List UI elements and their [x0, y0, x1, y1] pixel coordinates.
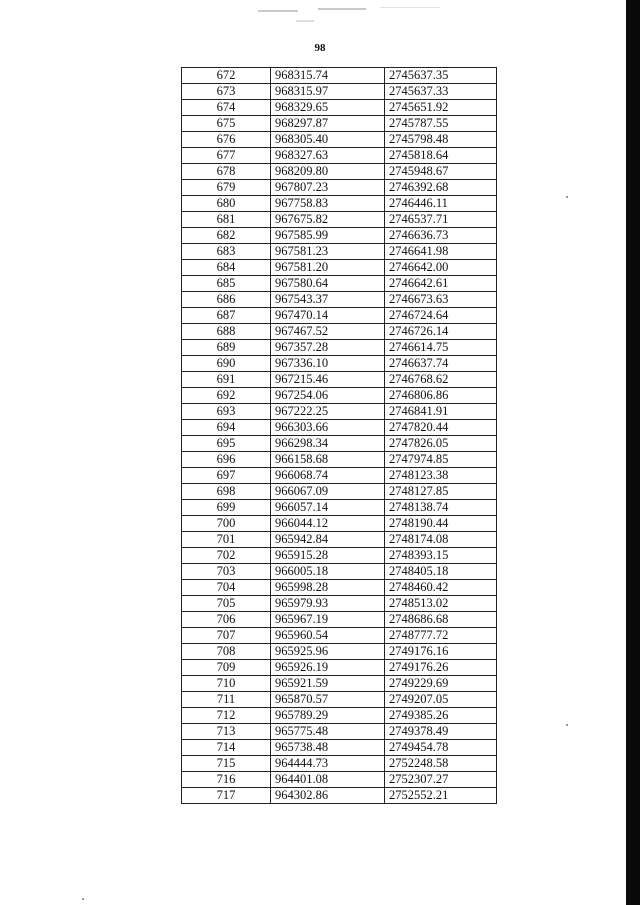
point-number-cell: 707: [182, 628, 271, 644]
y-coordinate-cell: 2746637.74: [385, 356, 497, 372]
table-row: [182, 788, 497, 804]
x-coordinate-cell: 967675.82: [271, 212, 385, 228]
y-coordinate-cell: 2746673.63: [385, 292, 497, 308]
point-number-cell: 715: [182, 756, 271, 772]
x-coordinate-cell: 965942.84: [271, 532, 385, 548]
point-number-cell: 704: [182, 580, 271, 596]
scan-speck: [82, 898, 84, 900]
x-coordinate-cell: 967254.06: [271, 388, 385, 404]
point-number-cell: 714: [182, 740, 271, 756]
point-number-cell: 675: [182, 116, 271, 132]
x-coordinate-cell: 966298.34: [271, 436, 385, 452]
table-row: [182, 308, 497, 324]
table-row: [182, 580, 497, 596]
point-number-cell: 680: [182, 196, 271, 212]
y-coordinate-cell: 2746642.61: [385, 276, 497, 292]
table-row: [182, 436, 497, 452]
point-number-cell: 677: [182, 148, 271, 164]
point-number-cell: 678: [182, 164, 271, 180]
point-number-cell: 687: [182, 308, 271, 324]
point-number-cell: 673: [182, 84, 271, 100]
point-number-cell: 710: [182, 676, 271, 692]
y-coordinate-cell: 2749176.16: [385, 644, 497, 660]
coordinates-table: [181, 67, 497, 804]
y-coordinate-cell: 2748190.44: [385, 516, 497, 532]
point-number-cell: 676: [182, 132, 271, 148]
x-coordinate-cell: 968315.74: [271, 68, 385, 84]
point-number-cell: 703: [182, 564, 271, 580]
y-coordinate-cell: 2749176.26: [385, 660, 497, 676]
table-row: [182, 164, 497, 180]
point-number-cell: 681: [182, 212, 271, 228]
table-row: [182, 260, 497, 276]
y-coordinate-cell: 2748777.72: [385, 628, 497, 644]
y-coordinate-cell: 2748127.85: [385, 484, 497, 500]
y-coordinate-cell: 2746841.91: [385, 404, 497, 420]
x-coordinate-cell: 968327.63: [271, 148, 385, 164]
table-row: [182, 292, 497, 308]
table-row: [182, 324, 497, 340]
point-number-cell: 709: [182, 660, 271, 676]
point-number-cell: 694: [182, 420, 271, 436]
table-row: [182, 676, 497, 692]
y-coordinate-cell: 2752307.27: [385, 772, 497, 788]
table-row: [182, 756, 497, 772]
table-row: [182, 532, 497, 548]
table-row: [182, 708, 497, 724]
table-row: [182, 68, 497, 84]
y-coordinate-cell: 2749207.05: [385, 692, 497, 708]
x-coordinate-cell: 967467.52: [271, 324, 385, 340]
y-coordinate-cell: 2745818.64: [385, 148, 497, 164]
table-row: [182, 516, 497, 532]
point-number-cell: 684: [182, 260, 271, 276]
y-coordinate-cell: 2745787.55: [385, 116, 497, 132]
page-number: 98: [314, 42, 326, 54]
point-number-cell: 690: [182, 356, 271, 372]
x-coordinate-cell: 965921.59: [271, 676, 385, 692]
x-coordinate-cell: 967581.20: [271, 260, 385, 276]
point-number-cell: 685: [182, 276, 271, 292]
x-coordinate-cell: 966057.14: [271, 500, 385, 516]
x-coordinate-cell: 967215.46: [271, 372, 385, 388]
x-coordinate-cell: 967543.37: [271, 292, 385, 308]
y-coordinate-cell: 2748460.42: [385, 580, 497, 596]
point-number-cell: 708: [182, 644, 271, 660]
y-coordinate-cell: 2746768.62: [385, 372, 497, 388]
table-row: [182, 132, 497, 148]
table-row: [182, 148, 497, 164]
y-coordinate-cell: 2746641.98: [385, 244, 497, 260]
table-row: [182, 628, 497, 644]
scan-edge-strip: [626, 0, 640, 905]
table-row: [182, 212, 497, 228]
x-coordinate-cell: 965998.28: [271, 580, 385, 596]
y-coordinate-cell: 2746392.68: [385, 180, 497, 196]
scan-artifact: [258, 10, 298, 12]
table-row: [182, 100, 497, 116]
y-coordinate-cell: 2745637.33: [385, 84, 497, 100]
table-row: [182, 564, 497, 580]
y-coordinate-cell: 2749454.78: [385, 740, 497, 756]
x-coordinate-cell: 967470.14: [271, 308, 385, 324]
scan-speck: [566, 724, 568, 726]
point-number-cell: 689: [182, 340, 271, 356]
x-coordinate-cell: 964401.08: [271, 772, 385, 788]
table-row: [182, 484, 497, 500]
x-coordinate-cell: 967807.23: [271, 180, 385, 196]
table-row: [182, 740, 497, 756]
y-coordinate-cell: 2746642.00: [385, 260, 497, 276]
x-coordinate-cell: 966044.12: [271, 516, 385, 532]
point-number-cell: 696: [182, 452, 271, 468]
point-number-cell: 713: [182, 724, 271, 740]
table-row: [182, 116, 497, 132]
table-row: [182, 468, 497, 484]
table-row: [182, 500, 497, 516]
point-number-cell: 683: [182, 244, 271, 260]
scan-artifact: [318, 8, 366, 10]
x-coordinate-cell: 965967.19: [271, 612, 385, 628]
point-number-cell: 717: [182, 788, 271, 804]
table-row: [182, 244, 497, 260]
y-coordinate-cell: 2746446.11: [385, 196, 497, 212]
x-coordinate-cell: 965925.96: [271, 644, 385, 660]
x-coordinate-cell: 965789.29: [271, 708, 385, 724]
y-coordinate-cell: 2748686.68: [385, 612, 497, 628]
x-coordinate-cell: 967585.99: [271, 228, 385, 244]
x-coordinate-cell: 967336.10: [271, 356, 385, 372]
x-coordinate-cell: 965926.19: [271, 660, 385, 676]
x-coordinate-cell: 967581.23: [271, 244, 385, 260]
point-number-cell: 705: [182, 596, 271, 612]
y-coordinate-cell: 2749229.69: [385, 676, 497, 692]
y-coordinate-cell: 2748405.18: [385, 564, 497, 580]
table-row: [182, 724, 497, 740]
table-row: [182, 196, 497, 212]
x-coordinate-cell: 965870.57: [271, 692, 385, 708]
x-coordinate-cell: 965915.28: [271, 548, 385, 564]
x-coordinate-cell: 965775.48: [271, 724, 385, 740]
y-coordinate-cell: 2746726.14: [385, 324, 497, 340]
point-number-cell: 693: [182, 404, 271, 420]
table-row: [182, 772, 497, 788]
scan-artifact: [296, 20, 314, 22]
scan-artifact: [380, 7, 440, 8]
point-number-cell: 711: [182, 692, 271, 708]
y-coordinate-cell: 2748138.74: [385, 500, 497, 516]
point-number-cell: 701: [182, 532, 271, 548]
y-coordinate-cell: 2747974.85: [385, 452, 497, 468]
x-coordinate-cell: 964302.86: [271, 788, 385, 804]
y-coordinate-cell: 2746724.64: [385, 308, 497, 324]
point-number-cell: 682: [182, 228, 271, 244]
table-row: [182, 404, 497, 420]
table-row: [182, 356, 497, 372]
table-row: [182, 228, 497, 244]
point-number-cell: 692: [182, 388, 271, 404]
y-coordinate-cell: 2746806.86: [385, 388, 497, 404]
y-coordinate-cell: 2752248.58: [385, 756, 497, 772]
point-number-cell: 679: [182, 180, 271, 196]
table-row: [182, 660, 497, 676]
coordinates-table-body: [182, 68, 497, 804]
table-row: [182, 180, 497, 196]
x-coordinate-cell: 967758.83: [271, 196, 385, 212]
y-coordinate-cell: 2748123.38: [385, 468, 497, 484]
point-number-cell: 688: [182, 324, 271, 340]
y-coordinate-cell: 2749385.26: [385, 708, 497, 724]
point-number-cell: 700: [182, 516, 271, 532]
x-coordinate-cell: 967357.28: [271, 340, 385, 356]
table-row: [182, 596, 497, 612]
table-row: [182, 644, 497, 660]
x-coordinate-cell: 968329.65: [271, 100, 385, 116]
y-coordinate-cell: 2749378.49: [385, 724, 497, 740]
x-coordinate-cell: 968305.40: [271, 132, 385, 148]
y-coordinate-cell: 2746636.73: [385, 228, 497, 244]
table-row: [182, 372, 497, 388]
point-number-cell: 698: [182, 484, 271, 500]
y-coordinate-cell: 2745948.67: [385, 164, 497, 180]
y-coordinate-cell: 2748174.08: [385, 532, 497, 548]
point-number-cell: 672: [182, 68, 271, 84]
y-coordinate-cell: 2745651.92: [385, 100, 497, 116]
table-row: [182, 692, 497, 708]
y-coordinate-cell: 2745798.48: [385, 132, 497, 148]
y-coordinate-cell: 2746537.71: [385, 212, 497, 228]
point-number-cell: 686: [182, 292, 271, 308]
point-number-cell: 716: [182, 772, 271, 788]
point-number-cell: 695: [182, 436, 271, 452]
table-row: [182, 340, 497, 356]
x-coordinate-cell: 967580.64: [271, 276, 385, 292]
point-number-cell: 697: [182, 468, 271, 484]
x-coordinate-cell: 965979.93: [271, 596, 385, 612]
table-row: [182, 452, 497, 468]
x-coordinate-cell: 968297.87: [271, 116, 385, 132]
x-coordinate-cell: 965738.48: [271, 740, 385, 756]
x-coordinate-cell: 967222.25: [271, 404, 385, 420]
point-number-cell: 691: [182, 372, 271, 388]
x-coordinate-cell: 964444.73: [271, 756, 385, 772]
x-coordinate-cell: 966068.74: [271, 468, 385, 484]
x-coordinate-cell: 968315.97: [271, 84, 385, 100]
point-number-cell: 706: [182, 612, 271, 628]
y-coordinate-cell: 2752552.21: [385, 788, 497, 804]
y-coordinate-cell: 2747820.44: [385, 420, 497, 436]
y-coordinate-cell: 2745637.35: [385, 68, 497, 84]
x-coordinate-cell: 966303.66: [271, 420, 385, 436]
table-row: [182, 84, 497, 100]
scan-speck: [566, 196, 568, 198]
x-coordinate-cell: 966067.09: [271, 484, 385, 500]
table-row: [182, 276, 497, 292]
y-coordinate-cell: 2748393.15: [385, 548, 497, 564]
point-number-cell: 674: [182, 100, 271, 116]
x-coordinate-cell: 966005.18: [271, 564, 385, 580]
x-coordinate-cell: 966158.68: [271, 452, 385, 468]
y-coordinate-cell: 2748513.02: [385, 596, 497, 612]
table-row: [182, 388, 497, 404]
x-coordinate-cell: 965960.54: [271, 628, 385, 644]
table-row: [182, 612, 497, 628]
point-number-cell: 712: [182, 708, 271, 724]
x-coordinate-cell: 968209.80: [271, 164, 385, 180]
table-row: [182, 420, 497, 436]
y-coordinate-cell: 2746614.75: [385, 340, 497, 356]
point-number-cell: 702: [182, 548, 271, 564]
y-coordinate-cell: 2747826.05: [385, 436, 497, 452]
point-number-cell: 699: [182, 500, 271, 516]
table-row: [182, 548, 497, 564]
